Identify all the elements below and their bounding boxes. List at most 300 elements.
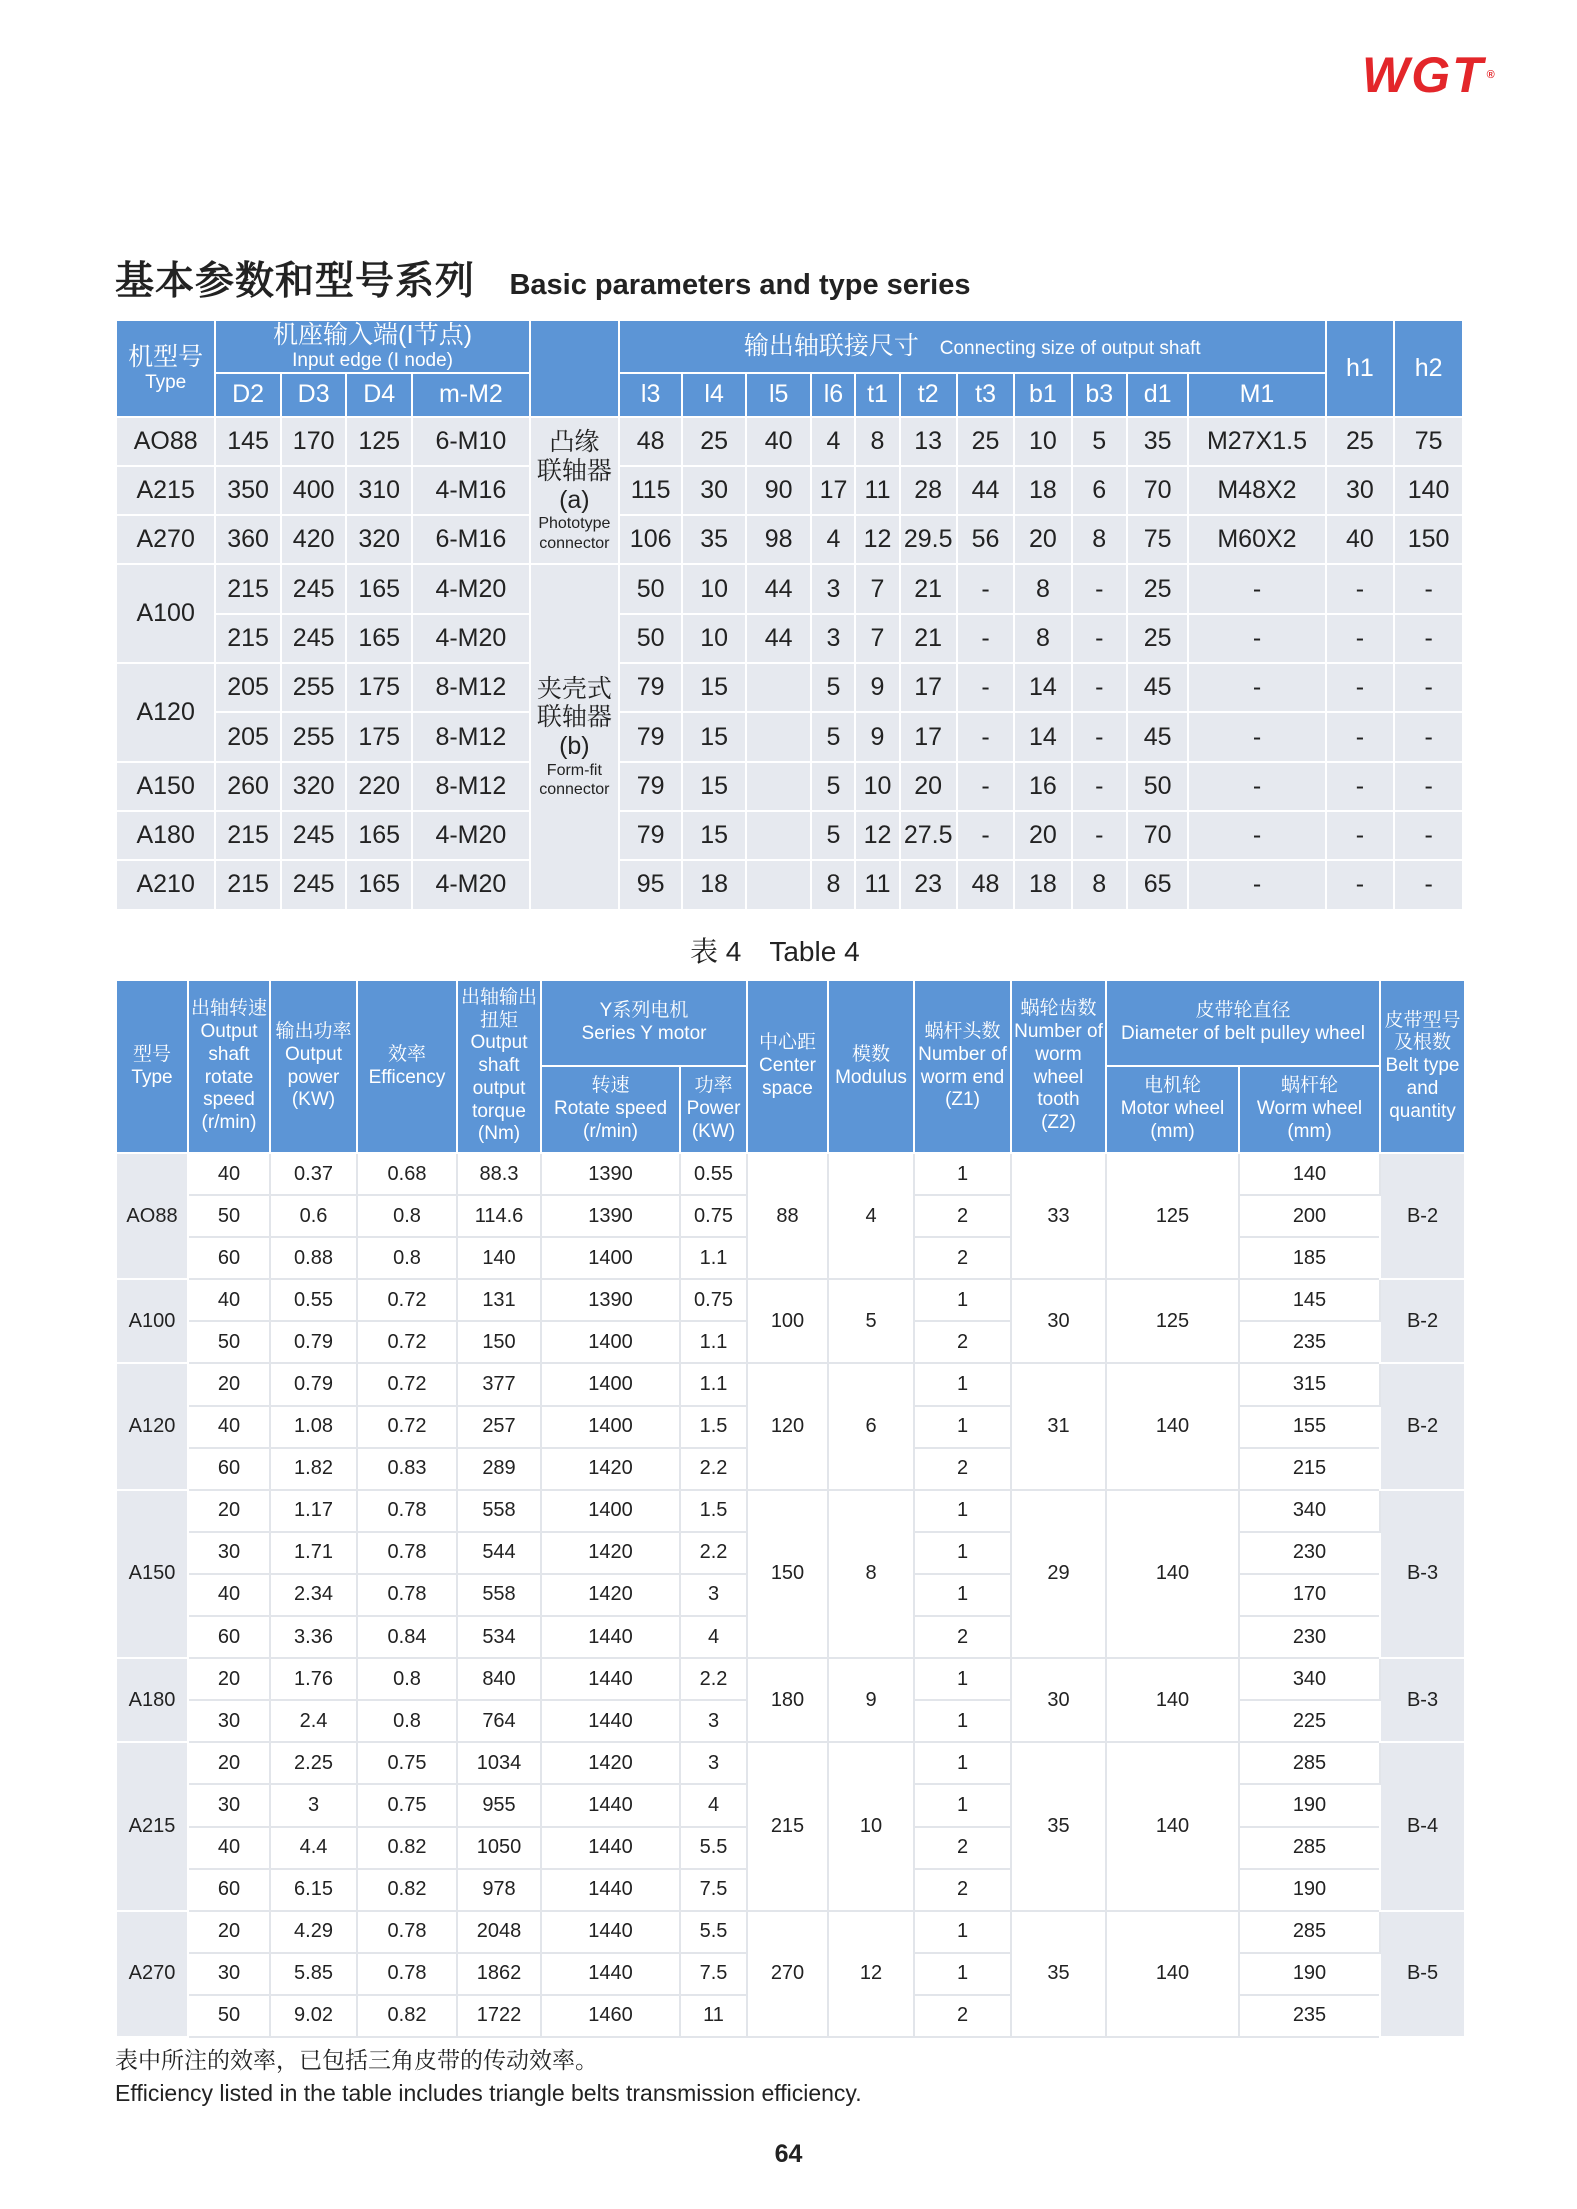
cell-b1: 16 — [1014, 762, 1071, 811]
cell-power: 9.02 — [270, 1995, 357, 2037]
cell-h1: 25 — [1326, 417, 1395, 466]
header-output-shaft: 输出轴联接尺寸 Connecting size of output shaft — [619, 320, 1326, 373]
cell-d3: 245 — [281, 614, 347, 663]
cell-b3: - — [1072, 811, 1127, 860]
cell-belt: B-2 — [1380, 1363, 1465, 1489]
cell-d2: 205 — [215, 712, 281, 761]
cell-speed: 60 — [188, 1869, 270, 1911]
table-row — [116, 663, 1463, 712]
cell-worm-wheel: 285 — [1239, 1827, 1380, 1869]
header-col-m-m2: m-M2 — [412, 373, 530, 417]
cell-mpower: 5.5 — [680, 1827, 747, 1869]
cell-worm-wheel: 185 — [1239, 1237, 1380, 1279]
cell-worm-wheel: 200 — [1239, 1195, 1380, 1237]
cell-m1: - — [1188, 614, 1325, 663]
cell-d4: 165 — [346, 860, 412, 909]
cell-center: 215 — [747, 1742, 828, 1910]
cell-power: 1.17 — [270, 1490, 357, 1532]
cell-l4: 35 — [682, 515, 746, 564]
cell-l5 — [746, 762, 812, 811]
table-row — [116, 417, 1463, 466]
cell-t1: 11 — [855, 466, 899, 515]
cell-type: A150 — [116, 762, 215, 811]
cell-d4: 175 — [346, 712, 412, 761]
cell-z2: 30 — [1011, 1658, 1106, 1742]
cell-type: A270 — [116, 1911, 188, 2037]
cell-z1: 1 — [914, 1532, 1011, 1574]
cell-t3: 56 — [957, 515, 1014, 564]
cell-torque: 377 — [457, 1363, 541, 1405]
cell-m1: M48X2 — [1188, 466, 1325, 515]
cell-motor-wheel: 140 — [1106, 1742, 1239, 1910]
cell-z1: 1 — [914, 1279, 1011, 1321]
cell-power: 2.4 — [270, 1700, 357, 1742]
cell-z2: 33 — [1011, 1153, 1106, 1279]
cell-mpower: 7.5 — [680, 1869, 747, 1911]
cell-eff: 0.82 — [357, 1869, 457, 1911]
cell-mpower: 3 — [680, 1574, 747, 1616]
cell-torque: 978 — [457, 1869, 541, 1911]
cell-m1: - — [1188, 712, 1325, 761]
cell-d4: 125 — [346, 417, 412, 466]
table-row — [116, 466, 1463, 515]
cell-torque: 544 — [457, 1532, 541, 1574]
table-row — [116, 1658, 1465, 1700]
cell-d2: 350 — [215, 466, 281, 515]
header-col-t2: t2 — [900, 373, 957, 417]
cell-t1: 11 — [855, 860, 899, 909]
cell-l5 — [746, 712, 812, 761]
cell-z1: 2 — [914, 1869, 1011, 1911]
cell-b1: 20 — [1014, 515, 1071, 564]
cell-rspeed: 1440 — [541, 1911, 680, 1953]
cell-t1: 9 — [855, 663, 899, 712]
cell-mm2: 4-M20 — [412, 564, 530, 613]
cell-l6: 8 — [811, 860, 855, 909]
cell-l3: 79 — [619, 712, 683, 761]
cell-h2: 75 — [1394, 417, 1463, 466]
connector-a-cn1: 凸缘 — [549, 428, 600, 457]
cell-mpower: 0.75 — [680, 1195, 747, 1237]
cell-speed: 30 — [188, 1700, 270, 1742]
cell-modulus: 6 — [828, 1363, 914, 1489]
cell-t3: - — [957, 663, 1014, 712]
cell-worm-wheel: 340 — [1239, 1658, 1380, 1700]
header-center-space: 中心距 Center space — [747, 980, 828, 1153]
cell-mm2: 6-M16 — [412, 515, 530, 564]
cell-z1: 1 — [914, 1153, 1011, 1195]
cell-power: 6.15 — [270, 1869, 357, 1911]
cell-mm2: 4-M20 — [412, 860, 530, 909]
cell-speed: 40 — [188, 1827, 270, 1869]
cell-t3: 44 — [957, 466, 1014, 515]
header-col-l6: l6 — [811, 373, 855, 417]
cell-l4: 25 — [682, 417, 746, 466]
cell-t2: 28 — [900, 466, 957, 515]
cell-worm-wheel: 145 — [1239, 1279, 1380, 1321]
cell-type: A120 — [116, 663, 215, 762]
connector-a-code: (a) — [559, 485, 590, 514]
header-col-d2: D2 — [215, 373, 281, 417]
cell-t2: 21 — [900, 564, 957, 613]
cell-t2: 20 — [900, 762, 957, 811]
cell-d3: 245 — [281, 811, 347, 860]
cell-z1: 2 — [914, 1448, 1011, 1490]
cell-motor-wheel: 140 — [1106, 1363, 1239, 1489]
cell-rspeed: 1400 — [541, 1363, 680, 1405]
cell-worm-wheel: 140 — [1239, 1153, 1380, 1195]
cell-speed: 20 — [188, 1363, 270, 1405]
cell-belt: B-5 — [1380, 1911, 1465, 2037]
cell-eff: 0.72 — [357, 1406, 457, 1448]
cell-z2: 31 — [1011, 1363, 1106, 1489]
cell-t3: - — [957, 614, 1014, 663]
cell-b3: - — [1072, 564, 1127, 613]
cell-worm-wheel: 170 — [1239, 1574, 1380, 1616]
cell-motor-wheel: 140 — [1106, 1490, 1239, 1658]
cell-b1: 8 — [1014, 614, 1071, 663]
cell-t1: 10 — [855, 762, 899, 811]
cell-modulus: 9 — [828, 1658, 914, 1742]
cell-b3: - — [1072, 762, 1127, 811]
cell-z1: 1 — [914, 1363, 1011, 1405]
cell-torque: 1034 — [457, 1742, 541, 1784]
cell-t2: 17 — [900, 663, 957, 712]
cell-m1: - — [1188, 564, 1325, 613]
cell-l3: 106 — [619, 515, 683, 564]
cell-m1: - — [1188, 762, 1325, 811]
cell-power: 0.79 — [270, 1363, 357, 1405]
cell-power: 3.36 — [270, 1616, 357, 1658]
cell-t1: 8 — [855, 417, 899, 466]
cell-h1: - — [1326, 614, 1395, 663]
cell-b1: 8 — [1014, 564, 1071, 613]
cell-type: AO88 — [116, 1153, 188, 1279]
cell-h2: - — [1394, 614, 1463, 663]
cell-speed: 50 — [188, 1321, 270, 1363]
cell-mpower: 1.1 — [680, 1237, 747, 1279]
header-belt: 皮带型号及根数 Belt type and quantity — [1380, 980, 1465, 1153]
cell-l5 — [746, 663, 812, 712]
header-col-t3: t3 — [957, 373, 1014, 417]
cell-d4: 320 — [346, 515, 412, 564]
cell-mpower: 3 — [680, 1700, 747, 1742]
header-efficiency: 效率 Efficency — [357, 980, 457, 1153]
cell-t1: 12 — [855, 811, 899, 860]
table-row — [116, 1279, 1465, 1321]
header-motor: Y系列电机 Series Y motor — [541, 980, 747, 1066]
cell-eff: 0.84 — [357, 1616, 457, 1658]
cell-worm-wheel: 285 — [1239, 1742, 1380, 1784]
cell-t2: 13 — [900, 417, 957, 466]
cell-eff: 0.8 — [357, 1237, 457, 1279]
header-output-power: 输出功率 Output power (KW) — [270, 980, 357, 1153]
cell-eff: 0.78 — [357, 1953, 457, 1995]
cell-eff: 0.78 — [357, 1532, 457, 1574]
cell-speed: 20 — [188, 1911, 270, 1953]
cell-eff: 0.78 — [357, 1911, 457, 1953]
cell-rspeed: 1400 — [541, 1237, 680, 1279]
cell-motor-wheel: 125 — [1106, 1153, 1239, 1279]
header-col-d4: D4 — [346, 373, 412, 417]
table-caption: 表 4 Table 4 — [690, 936, 860, 967]
header-worm-wheel-tooth: 蜗轮齿数 Number of worm wheel tooth (Z2) — [1011, 980, 1106, 1153]
cell-eff: 0.68 — [357, 1153, 457, 1195]
cell-motor-wheel: 125 — [1106, 1279, 1239, 1363]
cell-type: A100 — [116, 1279, 188, 1363]
header-type: 型号 Type — [116, 980, 188, 1153]
cell-rspeed: 1390 — [541, 1153, 680, 1195]
cell-b1: 18 — [1014, 860, 1071, 909]
cell-belt: B-3 — [1380, 1490, 1465, 1658]
header-col-d3: D3 — [281, 373, 347, 417]
cell-d3: 320 — [281, 762, 347, 811]
cell-d3: 245 — [281, 860, 347, 909]
cell-rspeed: 1440 — [541, 1869, 680, 1911]
cell-t2: 23 — [900, 860, 957, 909]
header-h2: h2 — [1394, 320, 1463, 417]
cell-torque: 131 — [457, 1279, 541, 1321]
cell-h2: - — [1394, 712, 1463, 761]
header-pulley-diameter: 皮带轮直径 Diameter of belt pulley wheel — [1106, 980, 1380, 1066]
cell-l4: 15 — [682, 811, 746, 860]
cell-l6: 5 — [811, 663, 855, 712]
cell-d4: 165 — [346, 564, 412, 613]
cell-torque: 1722 — [457, 1995, 541, 2037]
cell-l6: 4 — [811, 515, 855, 564]
cell-power: 0.79 — [270, 1321, 357, 1363]
cell-rspeed: 1420 — [541, 1532, 680, 1574]
cell-power: 1.76 — [270, 1658, 357, 1700]
cell-l5 — [746, 811, 812, 860]
connector-b-cn2: 联轴器 — [536, 703, 612, 732]
cell-worm-wheel: 190 — [1239, 1869, 1380, 1911]
cell-torque: 2048 — [457, 1911, 541, 1953]
header-connector-blank — [530, 320, 619, 417]
header-col-l3: l3 — [619, 373, 683, 417]
cell-t1: 7 — [855, 614, 899, 663]
cell-mm2: 4-M20 — [412, 614, 530, 663]
cell-b1: 10 — [1014, 417, 1071, 466]
cell-speed: 50 — [188, 1995, 270, 2037]
cell-l4: 10 — [682, 564, 746, 613]
table-row — [116, 811, 1463, 860]
cell-b3: - — [1072, 663, 1127, 712]
cell-rspeed: 1440 — [541, 1827, 680, 1869]
cell-mpower: 5.5 — [680, 1911, 747, 1953]
cell-power: 1.71 — [270, 1532, 357, 1574]
cell-power: 1.82 — [270, 1448, 357, 1490]
cell-type: A180 — [116, 1658, 188, 1742]
cell-worm-wheel: 225 — [1239, 1700, 1380, 1742]
cell-torque: 140 — [457, 1237, 541, 1279]
cell-t3: 48 — [957, 860, 1014, 909]
cell-center: 100 — [747, 1279, 828, 1363]
cell-eff: 0.72 — [357, 1363, 457, 1405]
table-row — [116, 712, 1463, 761]
cell-speed: 40 — [188, 1279, 270, 1321]
cell-b3: 6 — [1072, 466, 1127, 515]
connector-b-cell — [530, 564, 619, 909]
cell-d2: 215 — [215, 860, 281, 909]
cell-mpower: 2.2 — [680, 1532, 747, 1574]
cell-m1: M27X1.5 — [1188, 417, 1325, 466]
cell-m1: - — [1188, 811, 1325, 860]
cell-t1: 9 — [855, 712, 899, 761]
cell-speed: 30 — [188, 1532, 270, 1574]
cell-l6: 3 — [811, 564, 855, 613]
connector-b-en1: Form-fit — [546, 761, 602, 779]
cell-d2: 205 — [215, 663, 281, 712]
connector-a-en1: Phototype — [538, 515, 611, 533]
cell-d2: 215 — [215, 564, 281, 613]
cell-b3: 5 — [1072, 417, 1127, 466]
cell-speed: 60 — [188, 1237, 270, 1279]
table-row — [116, 1911, 1465, 1953]
cell-z2: 29 — [1011, 1490, 1106, 1658]
cell-rspeed: 1440 — [541, 1700, 680, 1742]
cell-worm-wheel: 235 — [1239, 1995, 1380, 2037]
cell-z1: 2 — [914, 1995, 1011, 2037]
cell-mm2: 4-M16 — [412, 466, 530, 515]
cell-type: A270 — [116, 515, 215, 564]
connector-a-en2: connector — [539, 534, 610, 552]
page-title-en: Basic parameters and type series — [509, 269, 971, 301]
cell-power: 5.85 — [270, 1953, 357, 1995]
cell-d1: 65 — [1127, 860, 1188, 909]
cell-center: 88 — [747, 1153, 828, 1279]
table-row — [116, 1490, 1465, 1532]
cell-motor-wheel: 140 — [1106, 1911, 1239, 2037]
cell-l6: 5 — [811, 762, 855, 811]
cell-d4: 165 — [346, 811, 412, 860]
cell-rspeed: 1400 — [541, 1490, 680, 1532]
header-col-b3: b3 — [1072, 373, 1127, 417]
connector-a-cn2: 联轴器 — [536, 456, 612, 485]
table-row — [116, 1153, 1465, 1195]
cell-h1: - — [1326, 860, 1395, 909]
cell-eff: 0.72 — [357, 1321, 457, 1363]
cell-eff: 0.72 — [357, 1279, 457, 1321]
connector-a-cell — [530, 417, 619, 565]
cell-rspeed: 1440 — [541, 1616, 680, 1658]
cell-l3: 50 — [619, 564, 683, 613]
cell-b3: 8 — [1072, 860, 1127, 909]
cell-l6: 3 — [811, 614, 855, 663]
cell-speed: 60 — [188, 1448, 270, 1490]
cell-z1: 2 — [914, 1321, 1011, 1363]
cell-d1: 50 — [1127, 762, 1188, 811]
cell-mm2: 4-M20 — [412, 811, 530, 860]
cell-modulus: 10 — [828, 1742, 914, 1910]
cell-power: 0.88 — [270, 1237, 357, 1279]
cell-type: A215 — [116, 1742, 188, 1910]
cell-mm2: 8-M12 — [412, 762, 530, 811]
header-col-l5: l5 — [746, 373, 812, 417]
cell-torque: 257 — [457, 1406, 541, 1448]
page-title-cn: 基本参数和型号系列 — [115, 259, 476, 304]
page-title — [115, 250, 971, 306]
cell-center: 150 — [747, 1490, 828, 1658]
cell-speed: 20 — [188, 1658, 270, 1700]
cell-z2: 30 — [1011, 1279, 1106, 1363]
cell-rspeed: 1440 — [541, 1658, 680, 1700]
cell-speed: 40 — [188, 1574, 270, 1616]
table-row — [116, 860, 1463, 909]
header-input-edge: 机座输入端(Ⅰ节点) Input edge (Ⅰ node) — [215, 320, 529, 373]
cell-speed: 40 — [188, 1153, 270, 1195]
header-rotate-speed: 转速 Rotate speed (r/min) — [541, 1066, 680, 1153]
cell-torque: 88.3 — [457, 1153, 541, 1195]
header-type: 机型号 Type — [116, 320, 215, 417]
cell-d3: 255 — [281, 712, 347, 761]
cell-t3: - — [957, 811, 1014, 860]
cell-l5: 98 — [746, 515, 812, 564]
cell-rspeed: 1420 — [541, 1448, 680, 1490]
cell-modulus: 8 — [828, 1490, 914, 1658]
cell-z1: 1 — [914, 1658, 1011, 1700]
cell-d4: 220 — [346, 762, 412, 811]
cell-l3: 50 — [619, 614, 683, 663]
cell-center: 120 — [747, 1363, 828, 1489]
cell-h2: - — [1394, 860, 1463, 909]
connector-b-en2: connector — [539, 781, 610, 799]
cell-mm2: 6-M10 — [412, 417, 530, 466]
cell-rspeed: 1400 — [541, 1406, 680, 1448]
cell-torque: 764 — [457, 1700, 541, 1742]
cell-l3: 79 — [619, 762, 683, 811]
cell-type: A100 — [116, 564, 215, 663]
cell-d3: 245 — [281, 564, 347, 613]
cell-t1: 12 — [855, 515, 899, 564]
cell-rspeed: 1400 — [541, 1321, 680, 1363]
cell-speed: 30 — [188, 1784, 270, 1826]
cell-mpower: 1.1 — [680, 1321, 747, 1363]
cell-modulus: 4 — [828, 1153, 914, 1279]
cell-l6: 5 — [811, 811, 855, 860]
cell-t2: 21 — [900, 614, 957, 663]
cell-l3: 79 — [619, 663, 683, 712]
cell-d1: 75 — [1127, 515, 1188, 564]
cell-rspeed: 1390 — [541, 1279, 680, 1321]
cell-l4: 10 — [682, 614, 746, 663]
cell-d3: 420 — [281, 515, 347, 564]
cell-z1: 1 — [914, 1784, 1011, 1826]
cell-mpower: 7.5 — [680, 1953, 747, 1995]
cell-z1: 1 — [914, 1742, 1011, 1784]
header-motor-wheel: 电机轮 Motor wheel (mm) — [1106, 1066, 1239, 1153]
cell-worm-wheel: 190 — [1239, 1953, 1380, 1995]
cell-h1: - — [1326, 811, 1395, 860]
cell-eff: 0.75 — [357, 1784, 457, 1826]
cell-b3: - — [1072, 712, 1127, 761]
cell-d1: 45 — [1127, 712, 1188, 761]
cell-speed: 20 — [188, 1742, 270, 1784]
cell-l4: 15 — [682, 663, 746, 712]
cell-d1: 45 — [1127, 663, 1188, 712]
cell-eff: 0.8 — [357, 1658, 457, 1700]
cell-h2: 150 — [1394, 515, 1463, 564]
cell-eff: 0.82 — [357, 1995, 457, 2037]
cell-rspeed: 1440 — [541, 1784, 680, 1826]
cell-h1: - — [1326, 663, 1395, 712]
cell-d1: 70 — [1127, 811, 1188, 860]
cell-z1: 1 — [914, 1574, 1011, 1616]
cell-mpower: 1.1 — [680, 1363, 747, 1405]
cell-l5: 44 — [746, 614, 812, 663]
cell-l3: 79 — [619, 811, 683, 860]
cell-l4: 18 — [682, 860, 746, 909]
